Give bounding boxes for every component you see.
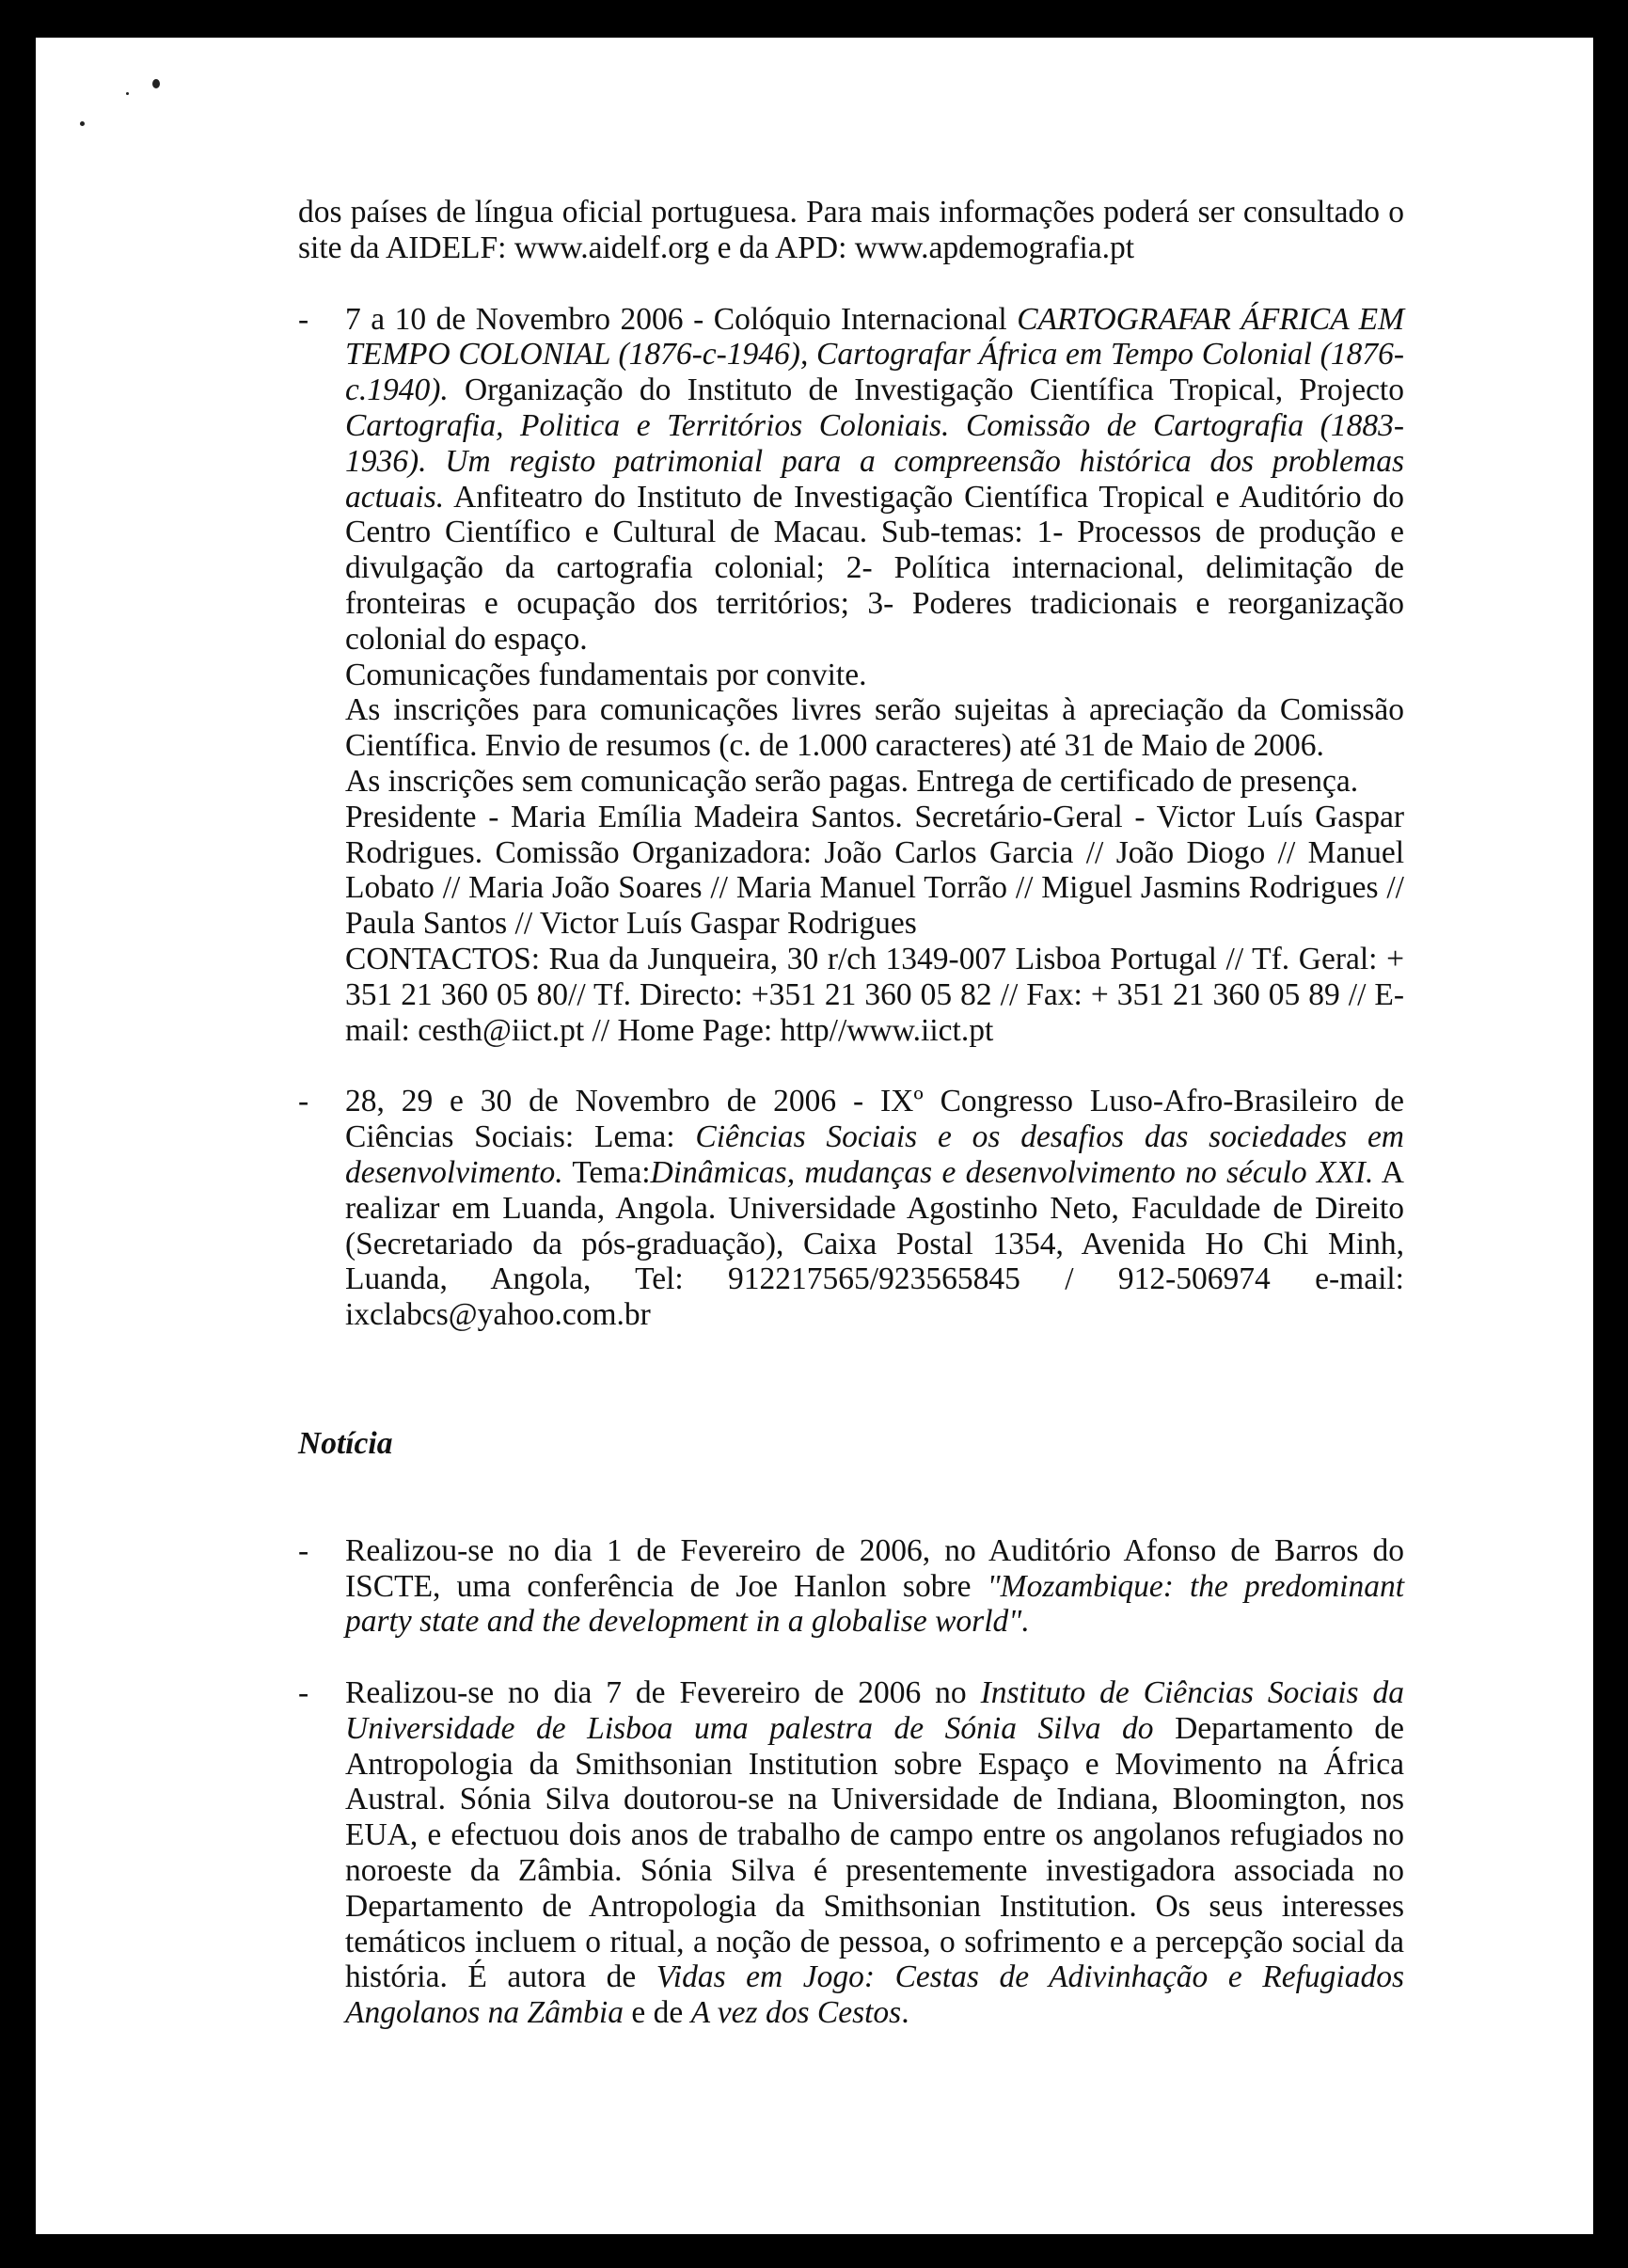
intro-paragraph: dos países de língua oficial portuguesa. Para mais informações poderá ser consultado o site da AIDELF: www.aidelf.org e da APD: www.apdemografia.pt [298, 195, 1404, 265]
section-heading-noticia: Notícia [298, 1425, 393, 1461]
notice-sonia-silva [298, 1675, 1404, 2031]
book-title-2: A vez dos Cestos [690, 1995, 902, 2031]
venue-italic: Instituto de Ciências Sociais da Universidade de Lisboa uma palestra de Sónia Silva do [345, 1675, 1405, 1746]
invited-note: Comunicações fundamentais por convite. [345, 657, 867, 692]
notice-text: Realizou-se no dia 7 de Fevereiro de 2006 no Instituto de Ciências Sociais da Universidade de Lisboa uma palestra de Sónia Silva do Departamento de Antropologia da Smithsonian Institution sobre Espaço e Movimento na África Austral. Sónia Silva doutorou-se na Universidade de Indiana, Bloomington, nos EUA, e efectuou dois anos de trabalho de campo entre os angolanos refugiados no noroeste da Zâmbia. Sónia Silva é presentemente investigadora associada no Departamento de Antropologia da Smithsonian Institution. Os seus interesses temáticos incluem o ritual, a noção de pessoa, o sofrimento e a percepção social da história. É autora de Vidas em Jogo: Cestas de Adivinhação e Refugiados Angolanos na Zâmbia e de A vez dos Cestos. [345, 1675, 1405, 2031]
bullet-dash: - [298, 1532, 309, 1568]
page-sheet [36, 38, 1593, 2234]
submission-note: As inscrições para comunicações livres serão sujeitas à apreciação da Comissão Científica. Envio de resumos (c. de 1.000 caracteres) até 31 de Maio de 2006. [345, 692, 1404, 764]
bullet-dash: - [298, 1084, 309, 1119]
notice-text: Realizou-se no dia 1 de Fevereiro de 2006, no Auditório Afonso de Barros do ISCTE, uma conferência de Joe Hanlon sobre "Mozambique: the predominant party state and the development in a globalise world". [345, 1532, 1405, 1640]
scan-speck [80, 121, 85, 126]
project-title: Cartografia, Politica e Territórios Coloniais. Comissão de Cartografia (1883-1936). Um registo patrimonial para a compreensão histórica dos problemas actuais. [345, 407, 1404, 515]
scan-speck [126, 92, 129, 95]
event-title: CARTOGRAFAR ÁFRICA EM TEMPO COLONIAL (1876-c-1946), Cartografar África em Tempo Colonial (1876-c.1940). [345, 301, 1405, 408]
event-congresso-luso-afro-brasileiro [298, 1084, 1404, 1333]
scan-speck [152, 79, 160, 88]
notice-joe-hanlon [298, 1533, 1404, 1640]
contacts: CONTACTOS: Rua da Junqueira, 30 r/ch 1349-007 Lisboa Portugal // Tf. Geral: + 351 21 360 05 80// Tf. Directo: +351 21 360 05 82 // Fax: + 351 21 360 05 89 // E-mail: cesth@iict.pt // Home Page: http//www.iict.pt [345, 941, 1404, 1048]
bullet-dash: - [298, 1675, 309, 1711]
registration-note: As inscrições sem comunicação serão pagas. Entrega de certificado de presença. [345, 763, 1359, 799]
event-theme: Dinâmicas, mudanças e desenvolvimento no século XXI. [650, 1154, 1374, 1190]
event-description: 7 a 10 de Novembro 2006 - Colóquio Internacional CARTOGRAFAR ÁFRICA EM TEMPO COLONIAL (1876-c-1946), Cartografar África em Tempo Colonial (1876-c.1940). Organização do Instituto de Investigação Científica Tropical, Projecto Cartografia, Politica e Territórios Coloniais. Comissão de Cartografia (1883-1936). Um registo patrimonial para a compreensão histórica dos problemas actuais. Anfiteatro do Instituto de Investigação Científica Tropical e Auditório do Centro Científico e Cultural de Macau. Sub-temas: 1- Processos de produção e divulgação da cartografia colonial; 2- Política internacional, delimitação de fronteiras e ocupação dos territórios; 3- Poderes tradicionais e reorganização colonial do espaço. [345, 301, 1405, 657]
book-title-1: Vidas em Jogo: Cestas de Adivinhação e Refugiados Angolanos na Zâmbia [345, 1959, 1404, 2031]
event-motto: Ciências Sociais e os desafios das sociedades em desenvolvimento. [345, 1119, 1405, 1190]
document-body [298, 195, 1404, 2031]
bullet-dash: - [298, 301, 309, 337]
committee-list: Presidente - Maria Emília Madeira Santos. Secretário-Geral - Victor Luís Gaspar Rodrigues. Comissão Organizadora: João Carlos Garcia // João Diogo // Manuel Lobato // Maria João Soares // Maria Manuel Torrão // Miguel Jasmins Rodrigues // Paula Santos // Victor Luís Gaspar Rodrigues [345, 799, 1404, 942]
lecture-title: "Mozambique: the predominant party state and the development in a globalise world". [345, 1568, 1405, 1640]
event-colloquium-cartografar [298, 302, 1404, 1049]
event-description: 28, 29 e 30 de Novembro de 2006 - IXº Congresso Luso-Afro-Brasileiro de Ciências Sociais: Lema: Ciências Sociais e os desafios das sociedades em desenvolvimento. Tema:Dinâmicas, mudanças e desenvolvimento no século XXI. A realizar em Luanda, Angola. Universidade Agostinho Neto, Faculdade de Direito (Secretariado da pós-graduação), Caixa Postal 1354, Avenida Ho Chi Minh, Luanda, Angola, Tel: 912217565/923565845 / 912-506974 e-mail: ixclabcs@yahoo.com.br [345, 1084, 1405, 1333]
